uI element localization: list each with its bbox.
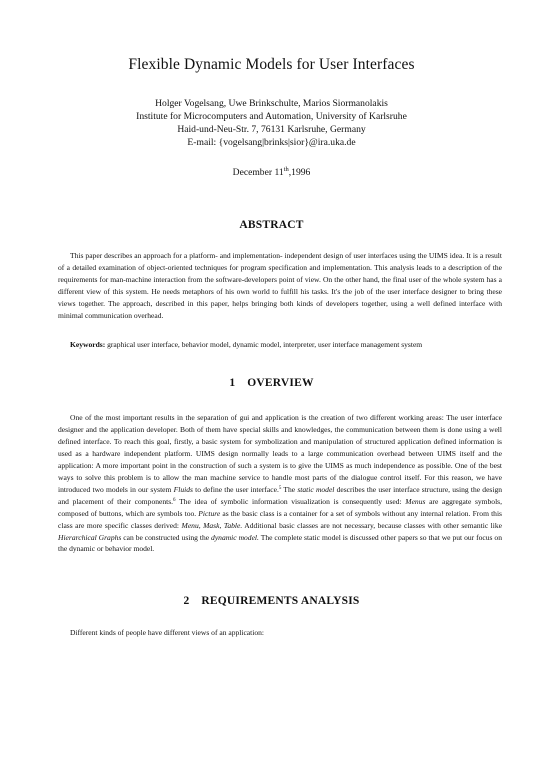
static-model-term: static model bbox=[297, 484, 335, 494]
date-day: December 11 bbox=[232, 167, 284, 178]
section-title: REQUIREMENTS ANALYSIS bbox=[201, 595, 360, 607]
section-heading-overview bbox=[0, 377, 543, 389]
overview-text-9: can be constructed using the bbox=[121, 532, 212, 542]
overview-text-2: to define the user interface. bbox=[192, 484, 279, 494]
overview-text-8: Additional basic classes are not necessary, because classes with other semantic like bbox=[242, 520, 502, 530]
abstract-heading: ABSTRACT bbox=[239, 219, 304, 231]
paper-title: Flexible Dynamic Models for User Interfaces bbox=[128, 56, 415, 73]
hierarchical-graphs-term: Hierarchical Graphs bbox=[58, 532, 122, 542]
author-block bbox=[0, 97, 543, 149]
overview-text-5: The idea of symbolic information visualization is consequently used: bbox=[175, 496, 406, 506]
overview-text-6: are aggregate symbols, composed of buttons, which are symbols too. bbox=[58, 496, 503, 518]
section-title: OVERVIEW bbox=[247, 377, 314, 389]
section-number: 2 bbox=[183, 595, 190, 607]
overview-text-3: The bbox=[281, 484, 298, 494]
footnote-ref: 6 bbox=[173, 497, 176, 503]
keywords-label: Keywords: bbox=[70, 340, 106, 349]
picture-term: Picture bbox=[198, 508, 221, 518]
overview-text-1: One of the most important results in the separation of gui and application is the creation of two different working areas: The user interface designer and the application developer. Both of them have special skills and knowledges, the communication between them is done using a well defined interface. To reach this goal, firstly, a basic system for symbolization and manipulation of structured application defined information is used as a hardware independent platform. UIMS design normally leads to a large communication overhead between UIMS itself and the application: A more important point in the construction of such a system is to give the UIMS as much independence as possible. One of the best ways to solve this problem is to allow the man machine service to handle most parts of the dialogue control itself. For this reason, we have introduced two models in our system bbox=[58, 413, 502, 494]
dynamic-model-term: dynamic model. bbox=[211, 532, 259, 542]
overview-text-4: describes the user interface structure, using the design and placement of their components. bbox=[58, 484, 502, 506]
abstract-text: This paper describes an approach for a platform- and implementation- independent design of user interfaces using the UIMS idea. It is a result of a detailed examination of object-oriented techniques for program specification and implementation. This analysis leads to a description of the requirements for man-machine interaction from the software-developers point of view. On the other hand, the final user of the whole system has a different view of this system. He needs metaphors of his own world to fulfill his tasks. It's the job of the user interface designer to bring these views together. The approach, described in this paper, helps bringing both kinds of developers together, using a well defined interface with minimal communication overhead. bbox=[58, 251, 502, 320]
footnote-ref: 5 bbox=[278, 485, 282, 491]
overview-text-7: as the basic class is a container for a set of symbols without any internal relation. From this class are more specific classes derived: bbox=[58, 508, 502, 530]
overview-paragraph bbox=[58, 412, 502, 555]
keywords bbox=[58, 339, 502, 351]
menus-term: Menus bbox=[405, 496, 426, 506]
overview-text-10: The complete static model is discussed other papers so that we put our focus on the dynamic or behavior model. bbox=[58, 532, 502, 554]
date-suffix: th bbox=[283, 166, 289, 173]
date-year: ,1996 bbox=[288, 167, 311, 178]
fluids-term: Fluids bbox=[173, 484, 193, 494]
address: Haid-und-Neu-Str. 7, 76131 Karlsruhe, Germany bbox=[177, 124, 366, 136]
paper-date bbox=[0, 167, 543, 178]
requirements-paragraph: Different kinds of people have different views of an application: bbox=[70, 628, 264, 637]
keywords-list: graphical user interface, behavior model, dynamic model, interpreter, user interface management system bbox=[107, 340, 423, 349]
authors: Holger Vogelsang, Uwe Brinkschulte, Marios Siormanolakis bbox=[155, 98, 388, 109]
email: E-mail: {vogelsang|brinks|sior}@ira.uka.de bbox=[187, 137, 356, 149]
class-names-term: Menu, Mask, Table. bbox=[181, 520, 243, 530]
section-number: 1 bbox=[229, 377, 236, 389]
institution: Institute for Microcomputers and Automation, University of Karlsruhe bbox=[136, 111, 407, 123]
section-heading-requirements bbox=[0, 595, 543, 607]
